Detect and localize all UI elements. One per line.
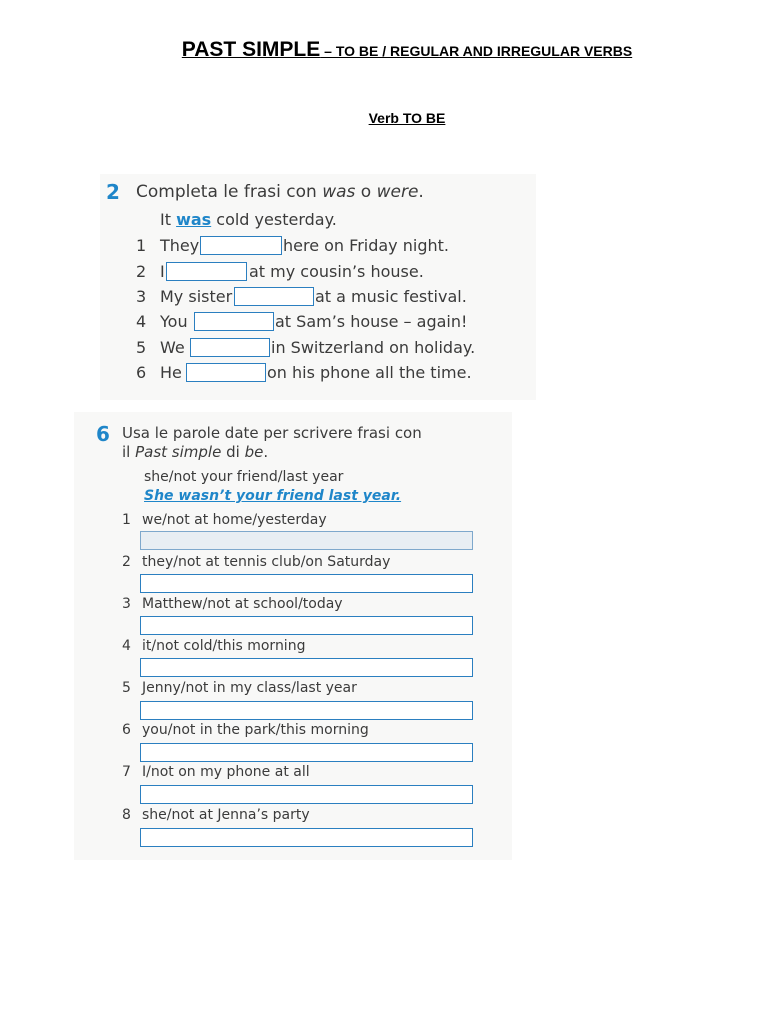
exercise-6: 6 Usa le parole date per scrivere frasi con il Past simple di be. she/not your friend/last year She wasn’t your friend last year. 1 we/not at home/yesterday 2 they/not at tennis club/on Saturday 3 Matthew/not at school/today 4 it/not cold/this morning 5 Jenny/not in my class/last year 6 you/not in the park/this morning 7 I/not on my phone at all 8 she/not at Jenna’s party <box>74 412 512 860</box>
exercise-instruction: Completa le frasi con was o were. <box>136 182 424 202</box>
exercise-number: 2 <box>106 180 120 204</box>
title-main: PAST SIMPLE <box>181 38 321 61</box>
exercise-instruction: Usa le parole date per scrivere frasi con il Past simple di be. <box>122 424 422 461</box>
answer-blank[interactable] <box>234 287 314 306</box>
answer-field[interactable] <box>140 785 473 804</box>
answer-blank[interactable] <box>186 363 266 382</box>
example-answer: She wasn’t your friend last year. <box>144 488 402 504</box>
answer-field[interactable] <box>140 701 473 720</box>
page-title <box>0 38 768 62</box>
example-sentence: It was cold yesterday. <box>160 210 337 229</box>
answer-blank[interactable] <box>166 262 247 281</box>
example-answer: was <box>176 210 212 229</box>
answer-field[interactable] <box>140 574 473 593</box>
exercise-2: 2 Completa le frasi con was o were. It was cold yesterday. 1 They here on Friday night. 2 I at my cousin’s house. 3 My sister at a music festival. 4 You at Sam’s house – again! 5 We in Switzerland on holiday. 6 He on his phone all the time. <box>100 174 536 400</box>
answer-field[interactable] <box>140 531 473 550</box>
answer-blank[interactable] <box>190 338 270 357</box>
section-subtitle: Verb TO BE <box>368 110 446 126</box>
answer-field[interactable] <box>140 658 473 677</box>
answer-blank[interactable] <box>194 312 274 331</box>
answer-field[interactable] <box>140 616 473 635</box>
answer-field[interactable] <box>140 743 473 762</box>
title-rest: – TO BE / REGULAR AND IRREGULAR VERBS <box>320 43 633 59</box>
example-prompt: she/not your friend/last year <box>144 469 344 485</box>
exercise-number: 6 <box>96 422 110 446</box>
answer-field[interactable] <box>140 828 473 847</box>
answer-blank[interactable] <box>200 236 282 255</box>
